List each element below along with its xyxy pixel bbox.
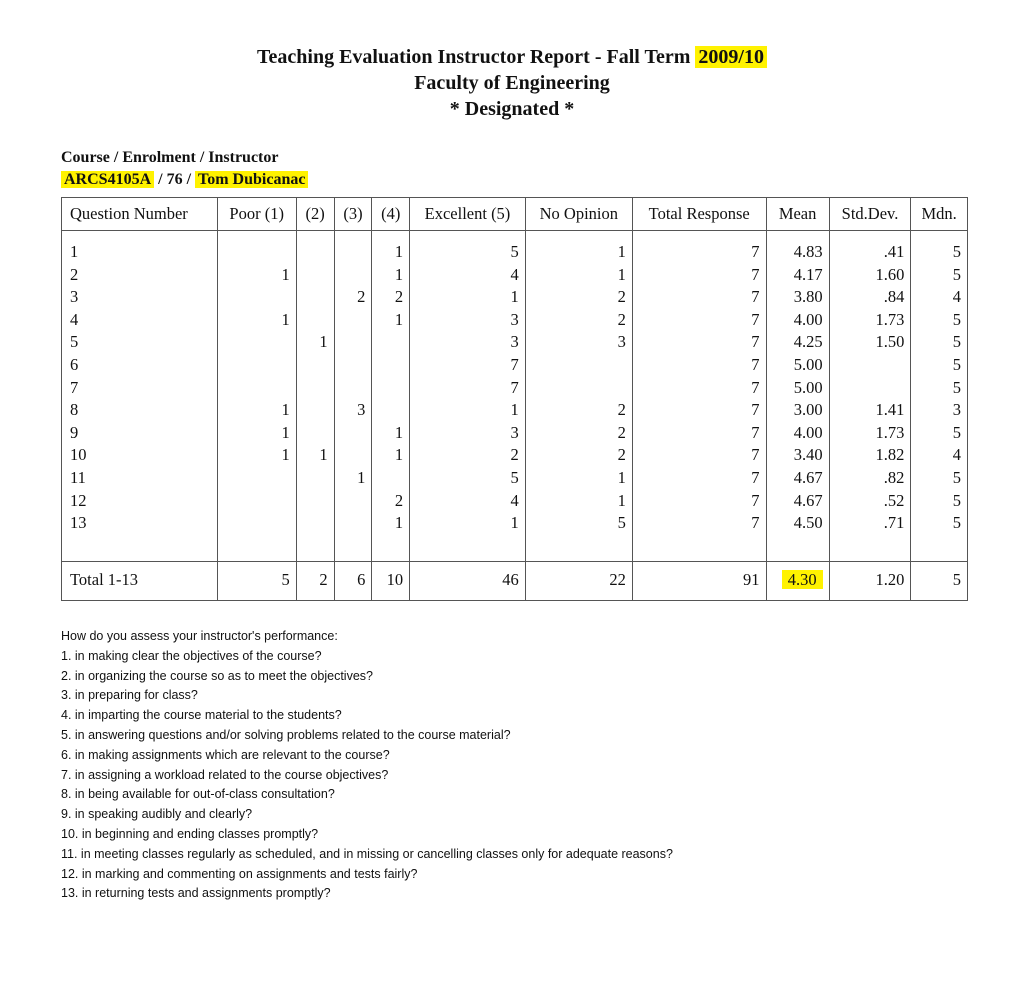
table-cell: 7 <box>632 444 766 467</box>
column-header: Excellent (5) <box>410 198 526 231</box>
table-cell: 7 <box>632 467 766 490</box>
table-cell <box>217 467 296 490</box>
table-cell <box>334 331 372 354</box>
column-header: Mean <box>766 198 829 231</box>
table-cell <box>372 377 410 400</box>
table-cell: 7 <box>632 286 766 309</box>
spacer-cell <box>410 231 526 242</box>
designation-label: * Designated * <box>449 98 575 120</box>
table-cell: 1.50 <box>829 331 911 354</box>
table-row <box>62 331 968 354</box>
table-cell: 4.83 <box>766 241 829 264</box>
spacer-cell <box>525 535 632 562</box>
table-cell: 3 <box>410 331 526 354</box>
table-cell: 1.60 <box>829 264 911 287</box>
spacer-cell <box>217 535 296 562</box>
table-cell <box>217 286 296 309</box>
table-cell <box>217 241 296 264</box>
course-info-values <box>61 169 308 191</box>
faculty-name: Faculty of Engineering <box>414 72 610 94</box>
table-cell: 1 <box>217 399 296 422</box>
table-cell: 9 <box>62 422 218 445</box>
total-cell: 10 <box>372 561 410 600</box>
table-cell: 3 <box>525 331 632 354</box>
table-row <box>62 377 968 400</box>
table-cell: 5 <box>911 512 968 535</box>
table-row <box>62 241 968 264</box>
spacer-cell <box>334 535 372 562</box>
table-cell: 7 <box>632 264 766 287</box>
table-cell: 5 <box>410 241 526 264</box>
table-cell: 1 <box>372 444 410 467</box>
table-spacer-row <box>62 231 968 242</box>
table-cell <box>296 467 334 490</box>
table-cell <box>217 490 296 513</box>
total-cell <box>766 561 829 600</box>
table-cell: 3 <box>62 286 218 309</box>
table-cell: 4.00 <box>766 422 829 445</box>
table-cell: 2 <box>525 444 632 467</box>
question-item: 4. in imparting the course material to the students? <box>61 708 342 723</box>
table-cell: 5 <box>911 377 968 400</box>
spacer-cell <box>62 231 218 242</box>
table-cell <box>296 377 334 400</box>
question-item: 1. in making clear the objectives of the course? <box>61 648 322 663</box>
column-header: Mdn. <box>911 198 968 231</box>
table-cell: 4.25 <box>766 331 829 354</box>
table-cell <box>334 309 372 332</box>
table-cell <box>217 331 296 354</box>
question-item: 2. in organizing the course so as to meet the objectives? <box>61 668 373 683</box>
question-item: 11. in meeting classes regularly as scheduled, and in missing or cancelling classes only for adequate reasons? <box>61 846 673 861</box>
table-cell: 5.00 <box>766 354 829 377</box>
table-cell <box>334 241 372 264</box>
table-cell <box>296 241 334 264</box>
instructor-name: Tom Dubicanac <box>195 171 308 188</box>
table-cell: 3.80 <box>766 286 829 309</box>
table-cell: 2 <box>525 399 632 422</box>
table-cell: 5 <box>525 512 632 535</box>
spacer-cell <box>217 231 296 242</box>
table-cell: 1 <box>372 264 410 287</box>
table-cell: .71 <box>829 512 911 535</box>
spacer-cell <box>632 535 766 562</box>
column-header: (4) <box>372 198 410 231</box>
table-row <box>62 467 968 490</box>
question-item: 13. in returning tests and assignments promptly? <box>61 886 331 901</box>
table-cell <box>829 377 911 400</box>
table-cell: 1.73 <box>829 422 911 445</box>
question-item: 9. in speaking audibly and clearly? <box>61 807 253 822</box>
total-row <box>62 561 968 600</box>
table-cell: 7 <box>632 422 766 445</box>
report-term-year: 2009/10 <box>695 46 767 68</box>
table-cell <box>372 399 410 422</box>
total-cell: Total 1-13 <box>62 561 218 600</box>
spacer-cell <box>410 535 526 562</box>
table-cell: .82 <box>829 467 911 490</box>
table-cell <box>334 490 372 513</box>
table-cell: 3.40 <box>766 444 829 467</box>
question-items <box>61 647 673 904</box>
total-cell: 5 <box>911 561 968 600</box>
table-cell: 1 <box>525 467 632 490</box>
course-code: ARCS4105A <box>61 171 154 188</box>
table-cell: .41 <box>829 241 911 264</box>
table-cell: 3 <box>911 399 968 422</box>
table-cell: 5 <box>911 264 968 287</box>
table-cell <box>217 354 296 377</box>
total-cell: 46 <box>410 561 526 600</box>
table-cell: 1 <box>296 331 334 354</box>
table-cell: 1 <box>372 309 410 332</box>
table-cell <box>334 377 372 400</box>
table-cell: 4.00 <box>766 309 829 332</box>
table-cell: .84 <box>829 286 911 309</box>
table-cell: 11 <box>62 467 218 490</box>
enrolment-count: / 76 / <box>154 171 196 188</box>
table-cell: 1 <box>217 309 296 332</box>
table-cell: 1 <box>525 264 632 287</box>
total-cell: 91 <box>632 561 766 600</box>
table-cell: 5 <box>911 331 968 354</box>
total-cell: 1.20 <box>829 561 911 600</box>
column-header: (3) <box>334 198 372 231</box>
question-item: 8. in being available for out-of-class consultation? <box>61 787 335 802</box>
table-cell <box>296 512 334 535</box>
table-cell: 2 <box>62 264 218 287</box>
table-cell: 7 <box>632 490 766 513</box>
total-cell: 6 <box>334 561 372 600</box>
table-cell: 1 <box>372 422 410 445</box>
table-cell: 4 <box>410 490 526 513</box>
table-cell: 1 <box>372 512 410 535</box>
question-item: 10. in beginning and ending classes promptly? <box>61 826 319 841</box>
table-cell <box>372 354 410 377</box>
table-cell: 5 <box>911 490 968 513</box>
evaluation-table <box>61 197 968 601</box>
table-cell: 7 <box>632 377 766 400</box>
table-cell: 1 <box>217 264 296 287</box>
table-cell: 6 <box>62 354 218 377</box>
column-header: Std.Dev. <box>829 198 911 231</box>
course-info-label: Course / Enrolment / Instructor <box>61 149 279 166</box>
table-cell: 1 <box>410 512 526 535</box>
table-cell: 4 <box>410 264 526 287</box>
question-intro: How do you assess your instructor's performance: <box>61 629 338 643</box>
spacer-cell <box>829 535 911 562</box>
table-cell <box>334 422 372 445</box>
spacer-cell <box>911 231 968 242</box>
table-cell: 3.00 <box>766 399 829 422</box>
table-row <box>62 444 968 467</box>
table-cell: 3 <box>410 309 526 332</box>
spacer-cell <box>632 231 766 242</box>
table-cell: 4.67 <box>766 467 829 490</box>
overall-mean: 4.30 <box>782 570 823 589</box>
table-cell <box>334 512 372 535</box>
table-cell: 5 <box>911 422 968 445</box>
total-cell: 5 <box>217 561 296 600</box>
table-cell: 5 <box>62 331 218 354</box>
table-row <box>62 422 968 445</box>
spacer-cell <box>296 535 334 562</box>
table-cell <box>525 354 632 377</box>
spacer-cell <box>911 535 968 562</box>
table-cell: 1 <box>410 286 526 309</box>
table-cell: 12 <box>62 490 218 513</box>
table-cell <box>334 354 372 377</box>
table-cell: 1 <box>410 399 526 422</box>
table-cell: 2 <box>372 490 410 513</box>
table-cell <box>296 399 334 422</box>
table-cell: 5 <box>410 467 526 490</box>
table-cell: 1 <box>525 490 632 513</box>
table-cell: 13 <box>62 512 218 535</box>
spacer-cell <box>829 231 911 242</box>
report-header <box>0 44 1024 122</box>
table-cell: 4 <box>911 286 968 309</box>
table-cell: 1 <box>62 241 218 264</box>
table-cell: 5 <box>911 309 968 332</box>
table-cell <box>296 286 334 309</box>
table-cell: 4.67 <box>766 490 829 513</box>
table-cell <box>334 264 372 287</box>
course-info <box>61 147 308 191</box>
spacer-cell <box>766 231 829 242</box>
table-row <box>62 399 968 422</box>
column-header: Poor (1) <box>217 198 296 231</box>
spacer-cell <box>62 535 218 562</box>
table-cell: 7 <box>632 331 766 354</box>
question-item: 12. in marking and commenting on assignments and tests fairly? <box>61 866 418 881</box>
table-cell <box>334 444 372 467</box>
spacer-cell <box>372 535 410 562</box>
table-cell <box>217 512 296 535</box>
table-cell: 10 <box>62 444 218 467</box>
table-cell <box>296 422 334 445</box>
table-cell: 1 <box>334 467 372 490</box>
table-cell: 7 <box>632 399 766 422</box>
question-item: 5. in answering questions and/or solving problems related to the course material? <box>61 727 511 742</box>
table-cell: 7 <box>410 354 526 377</box>
table-cell <box>525 377 632 400</box>
table-cell: 1.73 <box>829 309 911 332</box>
spacer-cell <box>766 535 829 562</box>
column-header: (2) <box>296 198 334 231</box>
column-header: Total Response <box>632 198 766 231</box>
table-cell: 7 <box>632 512 766 535</box>
spacer-cell <box>525 231 632 242</box>
table-cell: 3 <box>334 399 372 422</box>
table-cell: 4.17 <box>766 264 829 287</box>
column-header: No Opinion <box>525 198 632 231</box>
spacer-cell <box>334 231 372 242</box>
table-cell: 2 <box>334 286 372 309</box>
table-row <box>62 286 968 309</box>
table-cell: 2 <box>410 444 526 467</box>
table-cell: 7 <box>632 309 766 332</box>
table-cell: 1 <box>296 444 334 467</box>
table-cell: 2 <box>372 286 410 309</box>
table-cell: 1 <box>217 422 296 445</box>
table-cell <box>296 354 334 377</box>
table-cell: 4.50 <box>766 512 829 535</box>
table-body <box>62 231 968 601</box>
total-cell: 22 <box>525 561 632 600</box>
table-header-row <box>62 198 968 231</box>
table-cell: 7 <box>632 241 766 264</box>
table-cell: 7 <box>62 377 218 400</box>
table-row <box>62 490 968 513</box>
table-row <box>62 264 968 287</box>
question-item: 7. in assigning a workload related to the course objectives? <box>61 767 389 782</box>
table-cell: 1 <box>525 241 632 264</box>
table-row <box>62 354 968 377</box>
table-cell <box>372 331 410 354</box>
table-row <box>62 512 968 535</box>
spacer-cell <box>372 231 410 242</box>
spacer-cell <box>296 231 334 242</box>
table-cell <box>296 264 334 287</box>
table-cell <box>296 309 334 332</box>
table-cell: 5.00 <box>766 377 829 400</box>
table-cell <box>217 377 296 400</box>
report-title-prefix: Teaching Evaluation Instructor Report - Fall Term <box>257 46 696 68</box>
table-cell: .52 <box>829 490 911 513</box>
table-cell: 5 <box>911 354 968 377</box>
total-cell: 2 <box>296 561 334 600</box>
table-cell: 1.82 <box>829 444 911 467</box>
table-row <box>62 309 968 332</box>
table-cell: 5 <box>911 467 968 490</box>
table-cell: 7 <box>410 377 526 400</box>
table-cell: 4 <box>62 309 218 332</box>
question-list <box>61 627 673 904</box>
column-header: Question Number <box>62 198 218 231</box>
table-spacer-row <box>62 535 968 562</box>
table-cell: 4 <box>911 444 968 467</box>
table-cell <box>296 490 334 513</box>
table-cell: 2 <box>525 422 632 445</box>
table-cell: 5 <box>911 241 968 264</box>
table-cell: 1 <box>372 241 410 264</box>
table-cell: 1.41 <box>829 399 911 422</box>
report-title <box>0 44 1024 70</box>
table-cell <box>372 467 410 490</box>
table-cell <box>829 354 911 377</box>
question-item: 3. in preparing for class? <box>61 688 198 703</box>
table-cell: 7 <box>632 354 766 377</box>
table-cell: 1 <box>217 444 296 467</box>
table-cell: 3 <box>410 422 526 445</box>
table-cell: 8 <box>62 399 218 422</box>
question-item: 6. in making assignments which are relevant to the course? <box>61 747 390 762</box>
table-cell: 2 <box>525 286 632 309</box>
table-cell: 2 <box>525 309 632 332</box>
